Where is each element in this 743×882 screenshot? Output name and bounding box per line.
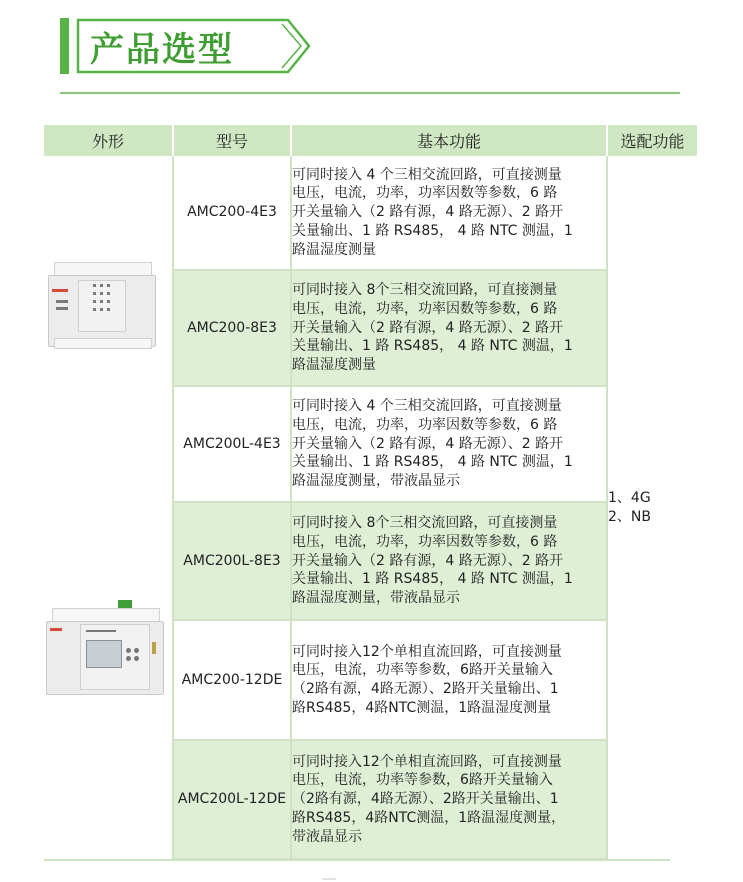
function-line: 关量输出、1 路 RS485， 4 路 NTC 测温，1 <box>292 454 573 471</box>
function-line: 路温湿度测量 <box>292 241 376 258</box>
model-cell: AMC200-8E3 <box>173 270 291 386</box>
function-cell <box>291 386 607 502</box>
function-cell <box>291 270 607 386</box>
function-cell <box>291 740 607 859</box>
function-line: 带液晶显示 <box>292 828 362 845</box>
function-line: 电压，电流，功率，功率因数等参数，6 路 <box>292 185 558 202</box>
function-line: （2路有源，4路无源）、2路开关量输出、1 <box>292 681 559 697</box>
optional-functions-cell <box>607 156 698 859</box>
function-line: 关量输出、1 路 RS485， 4 路 NTC 测温，1 <box>292 222 573 239</box>
function-line: （2路有源，4路无源）、2路开关量输出、1 <box>292 791 559 808</box>
option-item: 1、4G <box>608 489 651 506</box>
header-basic-functions: 基本功能 <box>291 125 607 156</box>
function-line: 路RS485，4路NTC测温，1路温湿度测量 <box>292 699 552 716</box>
header-appearance: 外形 <box>44 125 173 156</box>
function-line: 关量输出、1 路 RS485， 4 路 NTC 测温，1 <box>292 338 573 355</box>
function-line: 关量输出、1 路 RS485， 4 路 NTC 测温，1 <box>292 571 573 588</box>
amc200-device-image <box>48 262 156 348</box>
function-line: 电压，电流，功率，功率因数等参数，6 路 <box>292 533 558 550</box>
function-line: 可同时接入12个单相直流回路，可直接测量 <box>292 753 562 770</box>
product-selection-table <box>44 125 699 860</box>
function-line: 开关量输入（2 路有源，4 路无源）、2 路开 <box>292 319 564 336</box>
function-line: 电压，电流，功率，功率因数等参数，6 路 <box>292 416 558 433</box>
function-line: 路RS485，4路NTC测温，1路温湿度测量， <box>292 809 566 826</box>
title-accent-bar <box>60 18 69 74</box>
function-line: 路温湿度测量，带液晶显示 <box>292 473 460 490</box>
function-line: 开关量输入（2 路有源，4 路无源）、2 路开 <box>292 435 564 452</box>
page-marker <box>322 878 336 880</box>
amc200l-device-image <box>46 600 164 698</box>
function-line: 开关量输入（2 路有源，4 路无源）、2 路开 <box>292 552 564 569</box>
function-cell <box>291 620 607 740</box>
function-line: 可同时接入12个单相直流回路，可直接测量 <box>292 643 562 660</box>
function-line: 开关量输入（2 路有源，4 路无源）、2 路开 <box>292 204 564 221</box>
model-cell: AMC200-4E3 <box>173 156 291 270</box>
function-line: 电压，电流，功率等参数，6路开关量输入 <box>292 772 553 789</box>
option-item: 2、NB <box>608 508 651 525</box>
model-cell: AMC200L-8E3 <box>173 502 291 620</box>
model-cell: AMC200L-12DE <box>173 740 291 859</box>
function-line: 路温湿度测量 <box>292 357 376 374</box>
function-line: 电压，电流，功率等参数，6路开关量输入 <box>292 662 553 679</box>
function-line: 可同时接入 8个三相交流回路，可直接测量 <box>292 515 558 532</box>
function-line: 可同时接入 8个三相交流回路，可直接测量 <box>292 282 558 299</box>
function-line: 可同时接入 4 个三相交流回路，可直接测量 <box>292 398 562 415</box>
table-header-row <box>44 125 698 156</box>
function-cell <box>291 156 607 270</box>
header-optional-functions: 选配功能 <box>607 125 698 156</box>
function-line: 可同时接入 4 个三相交流回路，可直接测量 <box>292 166 562 183</box>
lcd-screen <box>86 640 122 668</box>
function-cell <box>291 502 607 620</box>
table-bottom-rule <box>44 859 670 861</box>
function-line: 路温湿度测量，带液晶显示 <box>292 590 460 607</box>
table-row <box>44 156 698 270</box>
section-title: 产品选型 <box>90 30 234 70</box>
header-model: 型号 <box>173 125 291 156</box>
header-divider <box>60 92 680 94</box>
function-line: 电压，电流，功率，功率因数等参数，6 路 <box>292 300 558 317</box>
model-cell: AMC200L-4E3 <box>173 386 291 502</box>
model-cell: AMC200-12DE <box>173 620 291 740</box>
